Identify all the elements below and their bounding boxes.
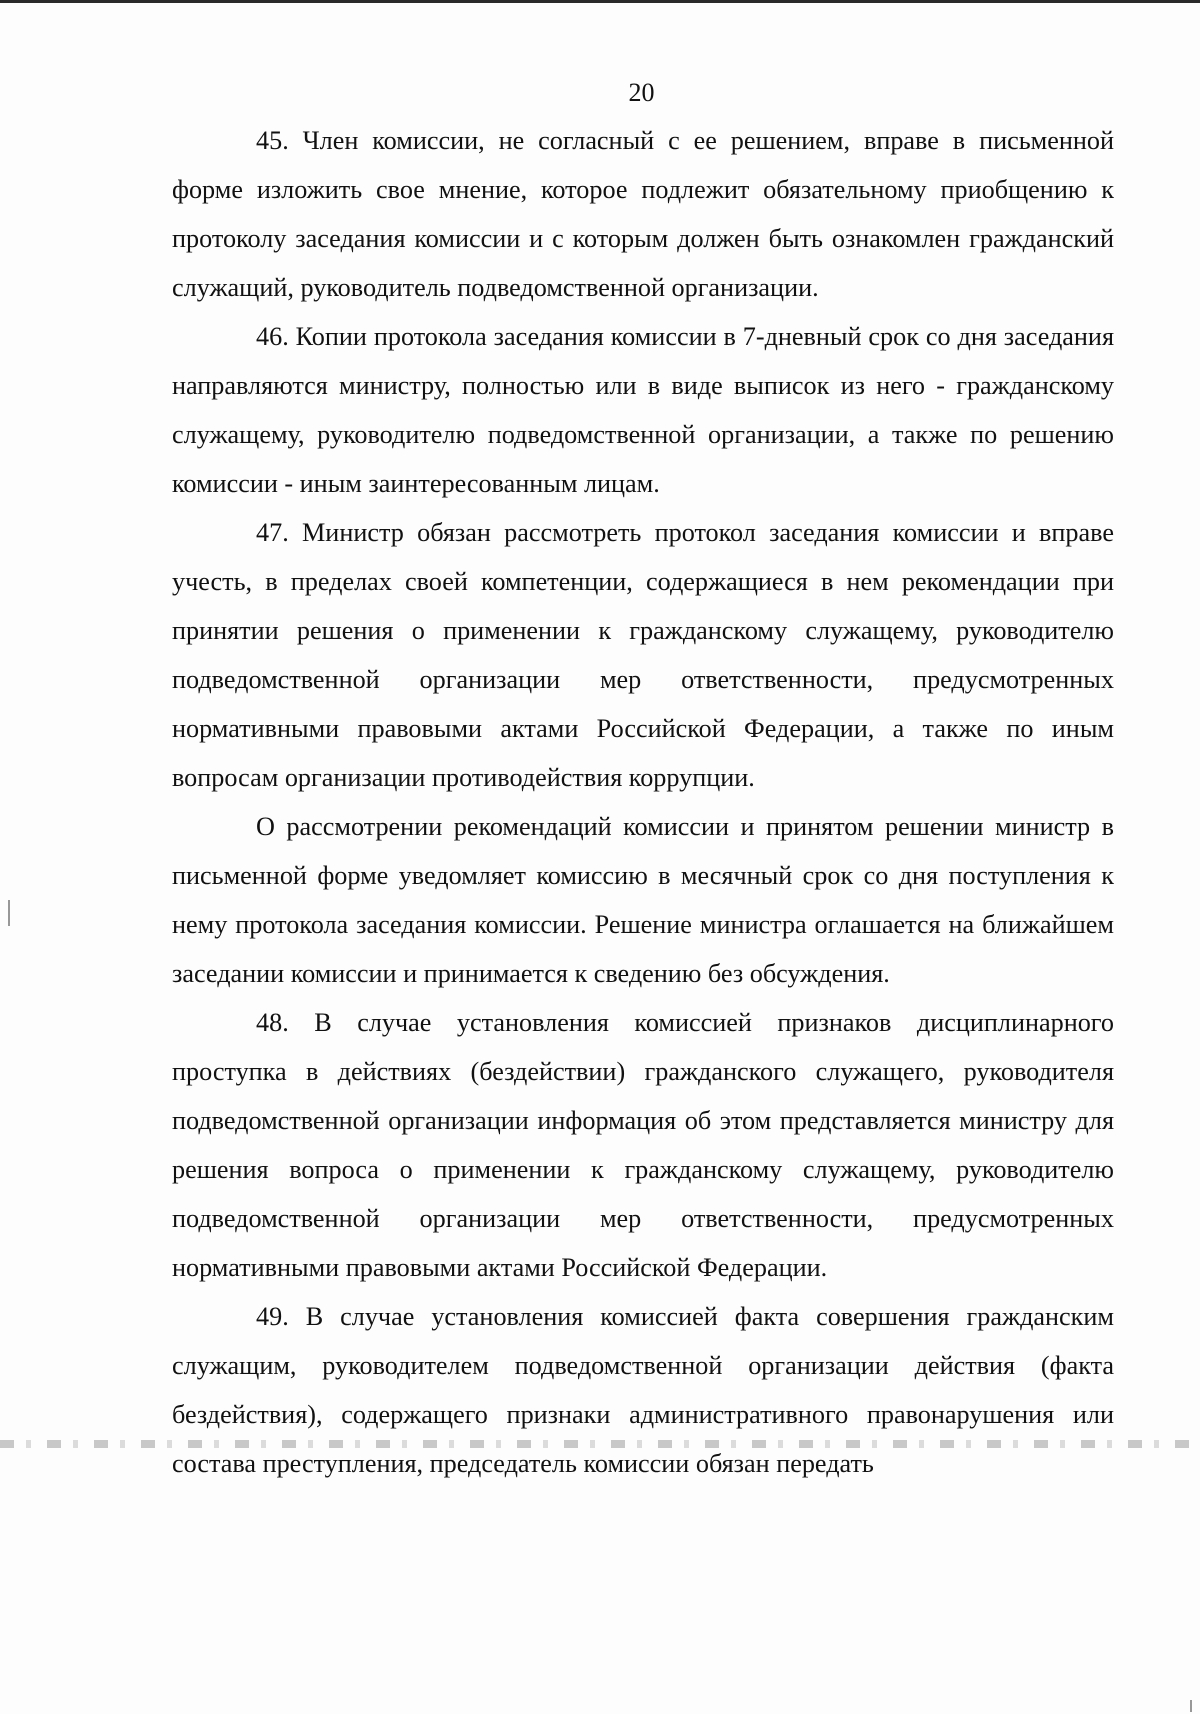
top-border-line [0,0,1200,3]
paragraph-45: 45. Член комиссии, не согласный с ее решением, вправе в письменной форме изложить свое мнение, которое подлежит обязательному приобщению к протоколу заседания комиссии и с которым должен быть ознакомлен гражданский служащий, руководитель подведомственной организации. [172,126,1114,302]
page-number: 20 [628,78,655,107]
paragraph-47-continuation: О рассмотрении рекомендаций комиссии и принятом решении министр в письменной форме уведомляет комиссию в месячный срок со дня поступления к нему протокола заседания комиссии. Решение министра оглашается на ближайшем заседании комиссии и принимается к сведению без обсуждения. [172,812,1114,988]
paragraph-46: 46. Копии протокола заседания комиссии в 7-дневный срок со дня заседания направляются министру, полностью или в виде выписок из него - гражданскому служащему, руководителю подведомственной организации, а также по решению комиссии - иным заинтересованным лицам. [172,322,1114,498]
document-body [172,116,1114,1488]
scan-edge-mark [8,900,10,926]
paragraph-47: 47. Министр обязан рассмотреть протокол заседания комиссии и вправе учесть, в пределах своей компетенции, содержащиеся в нем рекомендации при принятии решения о применении к гражданскому служащему, руководителю подведомственной организации мер ответственности, предусмотренных нормативными правовыми актами Российской Федерации, а также по иным вопросам организации противодействия коррупции. [172,518,1114,792]
paragraph-49: 49. В случае установления комиссией факта совершения гражданским служащим, руководителем подведомственной организации действия (факта бездействия), содержащего признаки административного правонарушения или состава преступления, председатель комиссии обязан передать [172,1302,1114,1478]
scan-edge-mark [1190,1700,1192,1712]
paragraph-48: 48. В случае установления комиссией признаков дисциплинарного проступка в действиях (бездействии) гражданского служащего, руководителя подведомственной организации информация об этом представляется министру для решения вопроса о применении к гражданскому служащему, руководителю подведомственной организации мер ответственности, предусмотренных нормативными правовыми актами Российской Федерации. [172,1008,1114,1282]
scan-artifact-line [0,1440,1200,1448]
